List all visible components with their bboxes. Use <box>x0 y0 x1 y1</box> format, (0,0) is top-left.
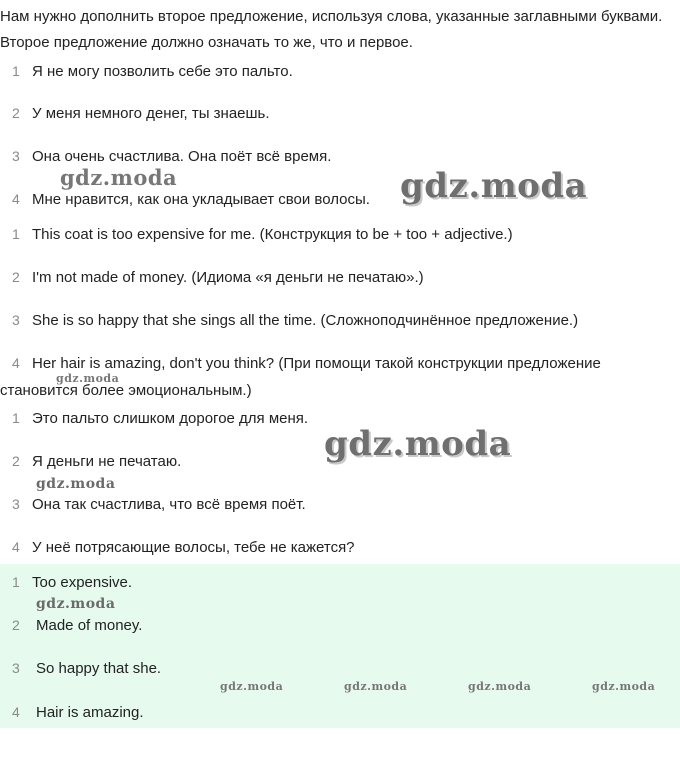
answer-item <box>0 655 672 682</box>
item-text: Она так счастлива, что всё время поёт. <box>32 496 306 513</box>
watermark: gdz.moda <box>592 680 656 693</box>
item-number: 4 <box>12 191 20 207</box>
watermark: gdz.moda <box>400 166 588 206</box>
item-number: 2 <box>12 453 20 469</box>
watermark: gdz.moda <box>468 680 532 693</box>
item-text: Это пальто слишком дорогое для меня. <box>32 410 309 427</box>
list-item <box>0 534 672 561</box>
answer-item <box>0 612 672 639</box>
list-item <box>0 264 672 291</box>
item-text: Я деньги не печатаю. <box>32 453 182 470</box>
watermark: gdz.moda <box>324 424 512 464</box>
watermark: gdz.moda <box>36 476 116 492</box>
item-text: У меня немного денег, ты знаешь. <box>32 105 270 122</box>
item-number: 3 <box>12 496 20 512</box>
item-text: Her hair is amazing, don't you think? (При помощи такой конструкции предложение становится более эмоциональным.) <box>0 355 601 399</box>
item-text: Мне нравится, как она укладывает свои волосы. <box>32 191 370 208</box>
answers-panel <box>0 564 680 728</box>
item-number: 3 <box>12 660 20 676</box>
item-text: She is so happy that she sings all the time. (Сложноподчинённое предложение.) <box>32 312 579 329</box>
item-number: 2 <box>12 617 20 633</box>
item-number: 4 <box>12 539 20 555</box>
answer-item <box>0 699 672 726</box>
list-item <box>0 221 672 248</box>
item-number: 4 <box>12 355 20 371</box>
item-text: So happy that she. <box>36 660 162 677</box>
item-number: 2 <box>12 105 20 121</box>
item-number: 3 <box>12 312 20 328</box>
item-number: 1 <box>12 574 20 590</box>
list-item <box>0 58 672 85</box>
item-number: 1 <box>12 410 20 426</box>
item-text: Я не могу позволить себе это пальто. <box>32 63 293 80</box>
watermark: gdz.moda <box>36 596 116 612</box>
item-number: 2 <box>12 269 20 285</box>
watermark: gdz.moda <box>60 165 178 190</box>
watermark: gdz.moda <box>344 680 408 693</box>
list-item <box>0 100 672 127</box>
item-text: У неё потрясающие волосы, тебе не кажется? <box>32 539 355 556</box>
item-number: 1 <box>12 63 20 79</box>
item-text: Hair is amazing. <box>36 704 144 721</box>
item-number: 4 <box>12 704 20 720</box>
item-number: 1 <box>12 226 20 242</box>
task-instructions: Нам нужно дополнить второе предложение, используя слова, указанные заглавными буквами. Второе предложение должно означать то же, что и первое. <box>0 8 663 51</box>
item-text: Too expensive. <box>32 574 133 591</box>
item-number: 3 <box>12 148 20 164</box>
watermark: gdz.moda <box>220 680 284 693</box>
item-text: Она очень счастлива. Она поёт всё время. <box>32 148 332 165</box>
answer-item <box>0 569 672 596</box>
list-item <box>0 491 672 518</box>
item-text: I'm not made of money. (Идиома «я деньги не печатаю».) <box>32 269 424 286</box>
list-item <box>0 307 672 334</box>
item-text: Made of money. <box>36 617 143 634</box>
item-text: This coat is too expensive for me. (Конструкция to be + too + adjective.) <box>32 226 513 243</box>
watermark: gdz.moda <box>56 372 120 385</box>
